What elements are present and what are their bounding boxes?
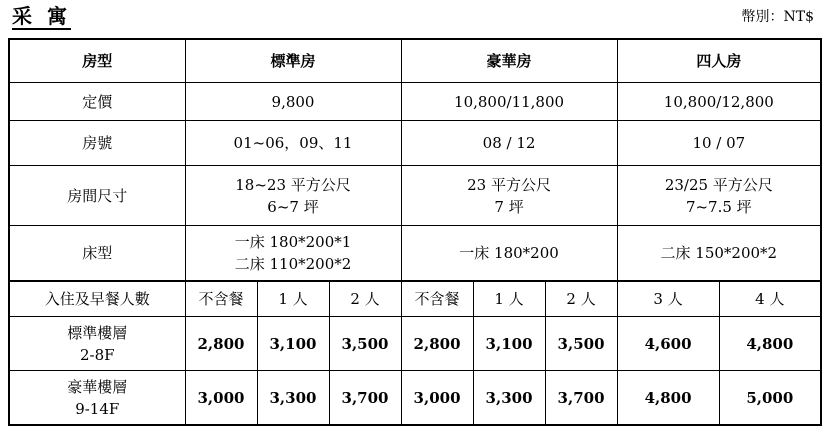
room-size-label: 房間尺寸 (9, 166, 185, 226)
rate-cell: 3,000 (401, 371, 473, 426)
rate-cell: 3,500 (329, 317, 401, 371)
rate-label-standard-floor (9, 317, 185, 371)
occupancy-col: 1 人 (473, 281, 545, 317)
header-quad: 四人房 (617, 39, 821, 83)
rate-cell: 3,300 (473, 371, 545, 426)
page-title: 采 寓 (12, 4, 71, 28)
rate-label-deluxe-floor (9, 371, 185, 426)
room-size-standard-ping: 6~7 坪 (267, 197, 319, 216)
price-label: 定價 (9, 83, 185, 121)
rate-cell: 3,500 (545, 317, 617, 371)
occupancy-col: 2 人 (329, 281, 401, 317)
rate-row-standard-floor (9, 317, 821, 371)
header-deluxe: 豪華房 (401, 39, 617, 83)
rate-cell: 3,700 (545, 371, 617, 426)
bed-type-standard-one: 一床 180*200*1 (234, 233, 352, 251)
rate-label-floors: 9-14F (75, 399, 120, 418)
rate-cell: 3,100 (257, 317, 329, 371)
header-room-type: 房型 (9, 39, 185, 83)
bed-type-deluxe: 一床 180*200 (401, 226, 617, 282)
rate-cell: 2,800 (185, 317, 257, 371)
rate-cell: 3,000 (185, 371, 257, 426)
room-size-deluxe-ping: 7 坪 (494, 197, 524, 216)
price-standard: 9,800 (185, 83, 401, 121)
occupancy-col: 4 人 (719, 281, 821, 317)
bed-type-label: 床型 (9, 226, 185, 282)
room-number-quad: 10 / 07 (617, 121, 821, 166)
rate-cell: 3,300 (257, 371, 329, 426)
rate-cell: 5,000 (719, 371, 821, 426)
rate-label-name: 豪華樓層 (67, 377, 128, 396)
occupancy-col: 2 人 (545, 281, 617, 317)
header-standard: 標準房 (185, 39, 401, 83)
occupancy-col: 不含餐 (185, 281, 257, 317)
room-size-deluxe (401, 166, 617, 226)
room-size-standard-area: 18~23 平方公尺 (235, 175, 351, 194)
rate-cell: 4,600 (617, 317, 719, 371)
room-size-deluxe-area: 23 平方公尺 (467, 175, 551, 194)
rate-cell: 3,100 (473, 317, 545, 371)
rate-cell: 4,800 (719, 317, 821, 371)
currency-label: 幣別：NT$ (741, 9, 814, 25)
rate-cell: 3,700 (329, 371, 401, 426)
occupancy-row (9, 281, 821, 317)
rate-cell: 2,800 (401, 317, 473, 371)
room-size-quad (617, 166, 821, 226)
price-deluxe: 10,800/11,800 (401, 83, 617, 121)
rate-label-name: 標準樓層 (67, 323, 128, 342)
price-table (8, 38, 822, 426)
occupancy-col: 1 人 (257, 281, 329, 317)
room-size-row (9, 166, 821, 226)
room-size-quad-area: 23/25 平方公尺 (664, 175, 773, 194)
bed-type-row (9, 226, 821, 282)
occupancy-col: 3 人 (617, 281, 719, 317)
header-row (9, 39, 821, 83)
price-quad: 10,800/12,800 (617, 83, 821, 121)
room-number-row (9, 121, 821, 166)
room-number-deluxe: 08 / 12 (401, 121, 617, 166)
room-number-label: 房號 (9, 121, 185, 166)
room-size-standard (185, 166, 401, 226)
occupancy-label: 入住及早餐人數 (9, 281, 185, 317)
bed-type-standard (185, 226, 401, 282)
rate-row-deluxe-floor (9, 371, 821, 426)
rate-label-floors: 2-8F (79, 345, 115, 364)
bed-type-quad: 二床 150*200*2 (617, 226, 821, 282)
bed-type-standard-two: 二床 110*200*2 (234, 255, 352, 273)
price-row (9, 83, 821, 121)
room-size-quad-ping: 7~7.5 坪 (685, 197, 752, 216)
rate-cell: 4,800 (617, 371, 719, 426)
occupancy-col: 不含餐 (401, 281, 473, 317)
room-number-standard: 01~06，09、11 (185, 121, 401, 166)
